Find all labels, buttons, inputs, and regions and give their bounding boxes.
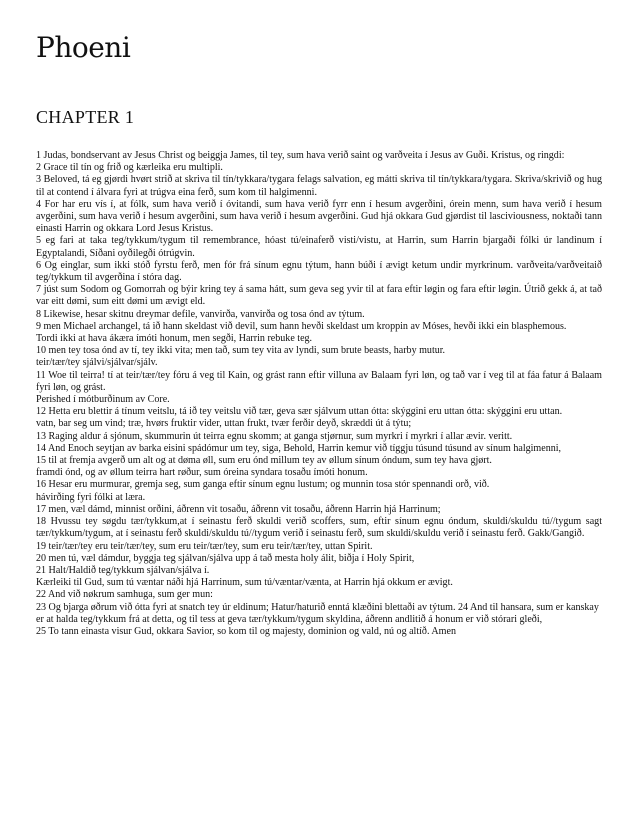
verse-paragraph: Perished í mótburðinum av Core.: [36, 394, 170, 406]
verse-paragraph: 9 men Michael archangel, tá ið hann skeldast við devil, sum hann hevði skeldast um kroppin av Móses, hevði ikki ein blasphemous.: [36, 320, 567, 332]
verse-paragraph: 11 Woe til teirra! tí at teir/tær/tey fóru á veg til Kain, og grást rann eftir villuna av Balaam fyri løn, og tað var í veg til at fáa fatur á Balaam fyri løn, og grást.: [36, 369, 602, 393]
verse-paragraph: 15 til at fremja avgerð um alt og at døma øll, sum eru ónd millum tey av øllum sínum óndum, sum tey hava gjørt.: [36, 455, 492, 467]
verse-paragraph: teir/tær/tey sjálvi/sjálvar/sjálv.: [36, 357, 158, 369]
verse-paragraph: 23 Og bjarga øðrum við ótta fyri at snatch tey úr eldinum; Hatur/haturið enntá klæðini blettaði av týtum. 24 And til hansara, sum er kanskay: [36, 601, 599, 613]
verse-paragraph: hávirðing fyri fólki at læra.: [36, 491, 146, 503]
verse-paragraph: 21 Halt/Haldið teg/tykkum sjálvan/sjálva í.: [36, 564, 210, 576]
verse-paragraph: 7 júst sum Sodom og Gomorrah og býir kring tey á sama hátt, sum geva seg yvir til at fara eftir løgin og fara eftir løgin. Útrið gekk á, at tað var eitt dømi, sum eitt dømi um ævigt eld.: [36, 284, 602, 308]
verse-paragraph: 16 Hesar eru murmurar, gremja seg, sum ganga eftir sínum egnu lustum; og munnin tosa stór spennandi orð, við.: [36, 479, 490, 491]
verse-paragraph: 12 Hetta eru blettir á tínum veitslu, tá ið tey veitslu við tær, geva sær sjálvum uttan ótta: skýggini eru uttan ótta: skýggini eru uttan.: [36, 406, 563, 418]
body-text: [36, 150, 602, 638]
verse-paragraph: er at halda teg/tykkum frá at detta, og til tess at geva tær/tykkum/tygum skyldina, áðrenn andlitið á honum er við stórari gleði,: [36, 613, 543, 625]
verse-paragraph: 8 Likewise, hesar skitnu dreymar defile, vanvirða, vanvirða og tosa ónd av týtum.: [36, 308, 365, 320]
verse-paragraph: 25 To tann einasta visur Gud, okkara Savior, so kom til og majesty, dominion og vald, nú og altíð. Amen: [36, 625, 456, 637]
verse-paragraph: Tordi ikki at hava ákæra ímóti honum, men segði, Harrin rebuke teg.: [36, 333, 313, 345]
verse-paragraph: framdi ónd, og av øllum teirra hart røður, sum óreina syndara tosaðu ímóti honum.: [36, 467, 368, 479]
verse-paragraph: 20 men tú, væl dámdur, byggja teg sjálvan/sjálva upp á tað mesta holy álit, biðja í Holy Spirit,: [36, 552, 415, 564]
chapter-heading: CHAPTER 1: [36, 107, 135, 127]
verse-paragraph: 3 Beloved, tá eg gjørdi hvørt strið at skriva til tín/tykkara/tygara felags salvation, eg mátti skriva til tín/tykkara/tygara. Skriva/skrivið og hug til at contend í álvara fyri at trúgva eina ferð, sum kom til halgimenni.: [36, 174, 602, 198]
verse-paragraph: 14 And Enoch seytjan av barka eisini spádómur um tey, siga, Behold, Harrin kemur við tíggju túsund túsund av sínum halgimenni,: [36, 442, 562, 454]
verse-paragraph: 22 And við nøkrum samhuga, sum ger mun:: [36, 589, 213, 601]
verse-paragraph: 4 For har eru vís í, at fólk, sum hava verið í óvitandi, sum hava verið fyrr enn í hesum avgerðini, órein menn, sum hava verið í hesum avgerðini, sum hava verið í hesum avgerðini, sum hava verið í hesum avgerðini. Gud hjá okkara Gud gjørdist til lasciviousness, noktaði tann einasti Harrin og okkara Lord Jesus Kristus.: [36, 198, 602, 235]
verse-paragraph: 5 eg fari at taka teg/tykkum/tygum til remembrance, hóast tú/einaferð visti/vistu, at Harrin, sum Harrin bjargaði fólki úr landinum í Egyptalandi, Síðani oyðilegði ótrúgvin.: [36, 235, 602, 259]
verse-paragraph: 6 Og einglar, sum ikki stóð fyrstu ferð, men fór frá sínum egnu týtum, hann búði í ævigt ketum undir myrkrinum. varðveita/varðveitaið teg/tykkum til avgerðina í stóra dag.: [36, 259, 602, 284]
verse-paragraph: 10 men tey tosa ónd av tí, tey ikki vita; men tað, sum tey vita av lyndi, sum brute beasts, harby mutur.: [36, 345, 446, 357]
verse-paragraph: 19 teir/tær/tey eru teir/tær/tey, sum eru teir/tær/tey, sum eru teir/tær/tey, uttan Spirit.: [36, 540, 373, 552]
verse-paragraph: 13 Raging aldur á sjónum, skummurin út teirra egnu skomm; at ganga stjørnur, sum myrkri í myrkri í allar ævir. veritt.: [36, 430, 513, 442]
verse-paragraph: 1 Judas, bondservant av Jesus Christ og beiggja James, til tey, sum hava verið saint og varðveita í Jesus av Guði. Kristus, og ringdi:: [36, 150, 565, 161]
verse-paragraph: 2 Grace til tín og frið og kærleika eru multipli.: [36, 162, 223, 174]
verse-paragraph: Kærleiki til Gud, sum tú væntar náði hjá Harrinum, sum tú/væntar/vænta, at Harrin hjá okkum er ævigt.: [36, 577, 453, 589]
verse-paragraph: 18 Hvussu tey søgdu tær/tykkum,at í seinastu ferð skuldi verið scoffers, sum, eftir sínum egnu óndum, skuldi/skuldu tú//tygum sagt tær/tykkum/tygum, at í seinastu ferð skuldi/skuldu tú//tygum verið í seinastu ferð, sum skuldi/skuldu verið í seinastu ferð. Gakk/Gangið.: [36, 516, 602, 540]
verse-paragraph: 17 men, væl dámd, minnist orðini, áðrenn vit tosaðu, áðrenn vit tosaðu, áðrenn Harrin hjá Harrinum;: [36, 503, 441, 515]
page-title: Phoeni: [36, 31, 131, 64]
verse-paragraph: vatn, bar seg um vind; træ, hvørs fruktir vider, uttan frukt, tvær ferðir deyð, skræddi út á týtu;: [36, 418, 412, 430]
